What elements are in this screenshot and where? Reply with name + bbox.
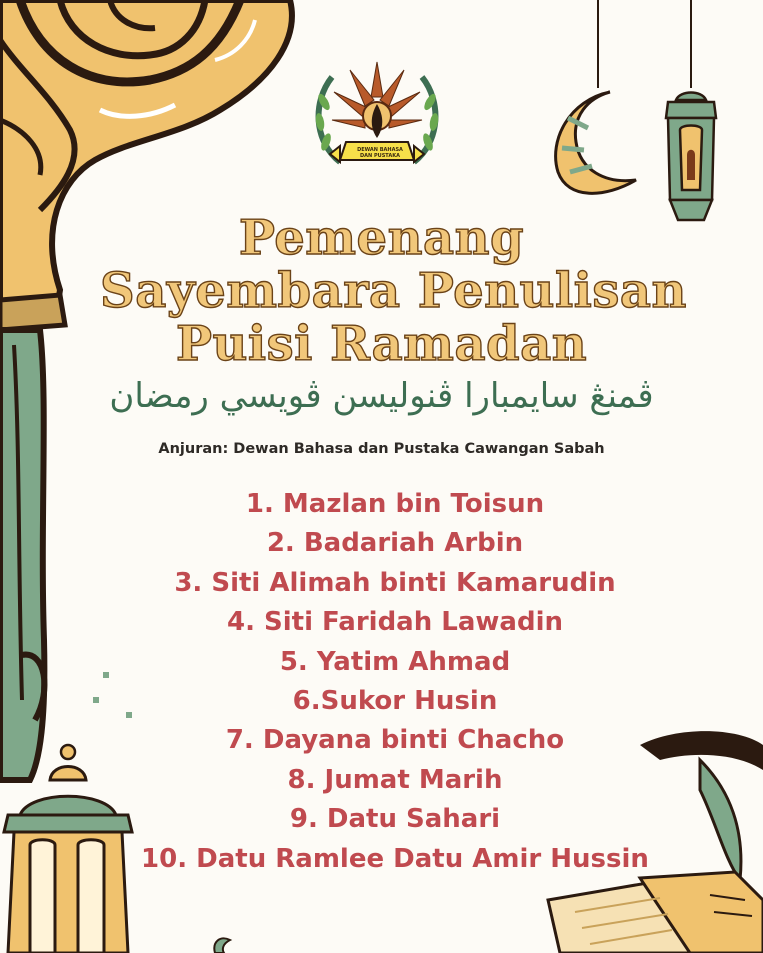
logo-ribbon-text: DEWAN BAHASA DAN PUSTAKA — [357, 147, 403, 159]
winner-item: 10. Datu Ramlee Datu Amir Hussin — [141, 843, 649, 874]
winner-item: 5. Yatim Ahmad — [279, 646, 511, 677]
winner-item: 1. Mazlan bin Toisun — [245, 489, 545, 519]
winner-item: 2. Badariah Arbin — [266, 528, 524, 559]
winners-list — [0, 485, 763, 879]
winner-item: 8. Jumat Marih — [287, 764, 503, 795]
dbp-logo — [310, 42, 445, 192]
organizer-line: Anjuran: Dewan Bahasa dan Pustaka Cawangan Sabah — [158, 441, 605, 457]
winner-item: 3. Siti Alimah binti Kamarudin — [174, 567, 616, 598]
winner-item: 4. Siti Faridah Lawadin — [227, 607, 563, 638]
winner-item: 6.Sukor Husin — [292, 685, 498, 716]
hanging-lantern-icon — [666, 0, 716, 220]
page-title-line-3: Puisi Ramadan — [175, 316, 588, 372]
title-jawi: ڤمنڠ سايمبارا ڤنوليسن ڤويسي رمضان — [109, 376, 654, 416]
book-icon — [548, 872, 763, 953]
page-title-line-1: Pemenang — [238, 210, 525, 266]
winner-item: 7. Dayana binti Chacho — [225, 725, 565, 756]
winner-item: 9. Datu Sahari — [289, 804, 501, 835]
page-title-line-2: Sayembara Penulisan — [100, 263, 687, 319]
crescent-moon-icon — [556, 0, 636, 193]
